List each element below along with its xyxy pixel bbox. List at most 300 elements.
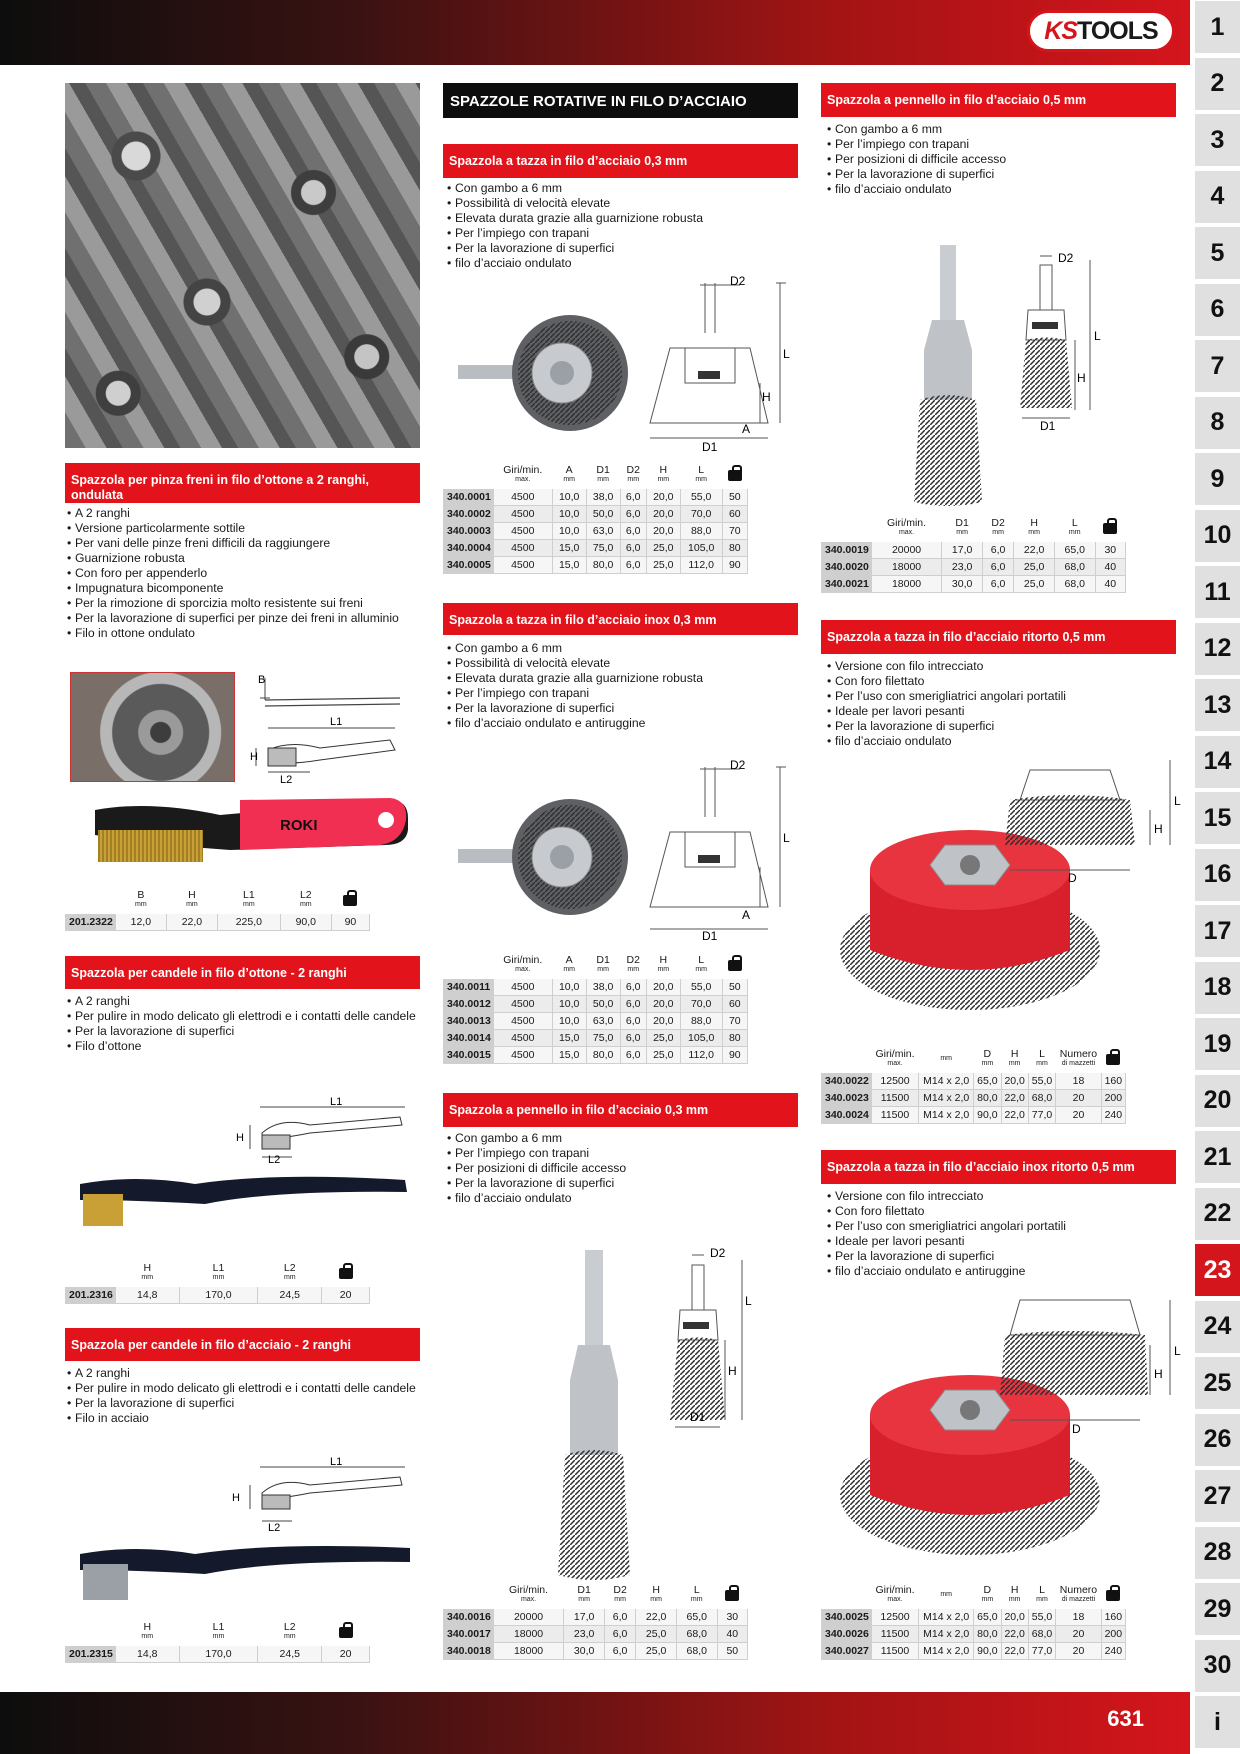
bullets-brake-brush xyxy=(67,506,422,641)
table-cell: 24,5 xyxy=(258,1287,322,1304)
bullet-item: • Ideale per lavori pesanti xyxy=(827,1234,1182,1249)
dim-l1-label: L1 xyxy=(330,1456,343,1468)
bullet-item: • Per la lavorazione di superfici xyxy=(67,1396,422,1411)
table-cell: 6,0 xyxy=(982,559,1013,576)
dim-l2-label: L2 xyxy=(268,1154,281,1166)
column-header-unit: max. xyxy=(515,476,531,483)
column-header-unit: mm xyxy=(1068,529,1081,536)
bullet-item: • filo d’acciaio ondulato xyxy=(827,182,1182,197)
table-row xyxy=(822,542,1176,559)
chapter-tab-17[interactable]: 17 xyxy=(1195,905,1240,957)
column-header xyxy=(564,1581,605,1609)
chapter-tab-9[interactable]: 9 xyxy=(1195,453,1240,505)
table-cell: 40 xyxy=(1095,576,1125,593)
column-header-unit: mm xyxy=(1028,529,1040,536)
column-header-unit: mm xyxy=(283,1633,296,1640)
column-header xyxy=(871,514,941,542)
dim-l-label: L xyxy=(1094,329,1101,343)
table-cell: 160 xyxy=(1101,1073,1125,1090)
spark-brass-product xyxy=(75,1170,410,1230)
dim-l-label: L xyxy=(783,831,790,845)
bullet-item: • Per pulire in modo delicato gli elettrodi e i contatti delle candele xyxy=(67,1009,422,1024)
column-header-name: Giri/min. xyxy=(875,1048,915,1060)
column-header-unit: max. xyxy=(898,529,915,536)
column-header-unit: mm xyxy=(657,476,670,483)
chapter-tab-20[interactable]: 20 xyxy=(1195,1075,1240,1127)
bullet-item: • filo d’acciaio ondulato xyxy=(447,1191,802,1206)
bullets-knot-05 xyxy=(827,659,1182,749)
column-header xyxy=(258,1618,322,1646)
article-code[interactable]: 340.0017 xyxy=(444,1626,494,1643)
table-cell: 18000 xyxy=(493,1643,563,1660)
column-header-name: Numero xyxy=(1059,1048,1098,1060)
weight-icon xyxy=(725,1585,739,1601)
column-header-unit: mm xyxy=(614,1596,626,1603)
header-bar xyxy=(0,0,1190,65)
chapter-tab-1[interactable]: 1 xyxy=(1195,1,1240,53)
table-cell: 80,0 xyxy=(974,1626,1001,1643)
column-header-name: L2 xyxy=(283,1262,296,1274)
dim-l2-label: L2 xyxy=(268,1522,281,1534)
column-header-unit: mm xyxy=(695,476,707,483)
chapter-tab-22[interactable]: 22 xyxy=(1195,1188,1240,1240)
bullet-item: • Versione particolarmente sottile xyxy=(67,521,422,536)
chapter-tab-26[interactable]: 26 xyxy=(1195,1414,1240,1466)
weight-column-header xyxy=(322,1618,370,1646)
column-header-unit: mm xyxy=(1008,1596,1021,1603)
column-header xyxy=(179,1618,258,1646)
bullet-item: • Per la lavorazione di superfici xyxy=(827,167,1182,182)
dim-l-label: L xyxy=(745,1294,752,1308)
article-code[interactable]: 340.0021 xyxy=(822,576,872,593)
dim-a-label: A xyxy=(742,908,751,922)
table-cell: 6,0 xyxy=(604,1643,635,1660)
table-cell: 12500 xyxy=(871,1609,918,1626)
chapter-tab-14[interactable]: 14 xyxy=(1195,736,1240,788)
table-cell: 6,0 xyxy=(620,506,646,523)
table-cell: 77,0 xyxy=(1028,1107,1055,1124)
column-header-unit: mm xyxy=(627,476,640,483)
table-row xyxy=(66,1646,420,1663)
table-cell: 10,0 xyxy=(552,506,586,523)
bullet-item: • Per la lavorazione di superfici xyxy=(447,1176,802,1191)
column-header-unit: di mazzetti xyxy=(1061,1060,1096,1067)
article-code[interactable]: 340.0027 xyxy=(822,1643,872,1660)
table-cell: 112,0 xyxy=(680,1047,722,1064)
chapter-tab-8[interactable]: 8 xyxy=(1195,397,1240,449)
chapter-tab-7[interactable]: 7 xyxy=(1195,340,1240,392)
table-cell: 6,0 xyxy=(620,1047,646,1064)
table-cell: 170,0 xyxy=(179,1646,258,1663)
table-row xyxy=(444,540,798,557)
column-header-unit: mm xyxy=(597,966,609,973)
table-spark-brass xyxy=(65,1258,420,1304)
table-cell: 60 xyxy=(722,506,747,523)
column-header xyxy=(871,1045,918,1073)
pencil-brush-05-illustration xyxy=(900,240,1120,505)
table-cell: 4500 xyxy=(493,557,552,574)
table-brake-brush xyxy=(65,885,420,931)
article-code[interactable]: 340.0025 xyxy=(822,1609,872,1626)
table-cell: 225,0 xyxy=(217,914,280,931)
table-cell: 90 xyxy=(722,557,747,574)
table-cell: 18 xyxy=(1056,1073,1102,1090)
bullet-item: • Per posizioni di difficile accesso xyxy=(827,152,1182,167)
article-code[interactable]: 340.0014 xyxy=(444,1030,494,1047)
table-cell: 6,0 xyxy=(620,1013,646,1030)
column-header-unit: max. xyxy=(520,1596,537,1603)
chapter-tab-30[interactable]: 30 xyxy=(1195,1640,1240,1692)
article-code[interactable]: 340.0003 xyxy=(444,523,494,540)
weight-icon xyxy=(1106,1049,1120,1065)
table-cell: 20 xyxy=(322,1287,370,1304)
column-header-unit: mm xyxy=(627,966,640,973)
column-header-unit: mm xyxy=(650,1596,662,1603)
article-code[interactable]: 340.0012 xyxy=(444,996,494,1013)
column-header-name: H xyxy=(659,954,668,966)
cup-brush-inox-03-illustration xyxy=(450,757,800,942)
chapter-tab-4[interactable]: 4 xyxy=(1195,171,1240,223)
table-cup-03 xyxy=(443,460,798,574)
table-knot-inox-05 xyxy=(821,1580,1176,1660)
section-title-cup-inox-03: Spazzola a tazza in filo d’acciaio inox 0,3 mm xyxy=(443,603,798,635)
table-cell: 10,0 xyxy=(552,523,586,540)
column-header-unit: mm xyxy=(1036,1060,1048,1067)
table-cell: 20000 xyxy=(871,542,941,559)
article-code[interactable]: 340.0002 xyxy=(444,506,494,523)
table-cell: 4500 xyxy=(493,1030,552,1047)
dim-d2-label: D2 xyxy=(730,758,746,772)
chapter-tab-24[interactable]: 24 xyxy=(1195,1301,1240,1353)
column-header xyxy=(1056,1045,1102,1073)
table-row xyxy=(444,979,798,996)
dim-h-label: H xyxy=(250,751,258,763)
table-cell: 22,0 xyxy=(1001,1643,1028,1660)
table-cell: 15,0 xyxy=(552,1047,586,1064)
bullet-item: • Per la lavorazione di superfici xyxy=(67,1024,422,1039)
column-header-name: D1 xyxy=(596,954,610,966)
column-header xyxy=(604,1581,635,1609)
table-cell: 18000 xyxy=(493,1626,563,1643)
table-cell: 240 xyxy=(1101,1107,1125,1124)
bullets-spark-brass xyxy=(67,994,422,1054)
table-cell: 30,0 xyxy=(564,1643,605,1660)
table-cell: 4500 xyxy=(493,1013,552,1030)
table-cell: 68,0 xyxy=(1028,1626,1055,1643)
chapter-tab-23[interactable]: 23 xyxy=(1195,1244,1240,1296)
table-cell: 90 xyxy=(722,1047,747,1064)
article-code[interactable]: 340.0011 xyxy=(444,979,494,996)
table-cell: 4500 xyxy=(493,979,552,996)
weight-icon xyxy=(1103,518,1117,534)
section-title-pencil-03: Spazzola a pennello in filo d’acciaio 0,3 mm xyxy=(443,1093,798,1127)
chapter-tab-10[interactable]: 10 xyxy=(1195,510,1240,562)
column-header xyxy=(217,886,280,914)
table-cell: 25,0 xyxy=(646,1030,680,1047)
column-header xyxy=(493,1581,563,1609)
table-cell: 15,0 xyxy=(552,557,586,574)
column-header-name: L2 xyxy=(283,1621,296,1633)
table-cell: 68,0 xyxy=(676,1626,717,1643)
table-cell: 20,0 xyxy=(646,996,680,1013)
column-header-unit: mm xyxy=(578,1596,590,1603)
table-cell: 70,0 xyxy=(680,506,722,523)
table-row xyxy=(444,506,798,523)
dim-h-label: H xyxy=(1077,371,1086,385)
article-code[interactable]: 340.0001 xyxy=(444,489,494,506)
column-header-name: D1 xyxy=(955,517,969,529)
article-code[interactable]: 201.2322 xyxy=(66,914,116,931)
bullet-item: • A 2 ranghi xyxy=(67,506,422,521)
table-cell: 23,0 xyxy=(942,559,983,576)
table-cell: 4500 xyxy=(493,506,552,523)
table-cell: 90 xyxy=(331,914,369,931)
column-header-unit: max. xyxy=(515,966,531,973)
table-cell: 25,0 xyxy=(646,540,680,557)
table-cell: 20 xyxy=(1056,1090,1102,1107)
column-header-name: H xyxy=(659,464,668,476)
column-header-name: A xyxy=(565,464,573,476)
bullet-item: • Filo in acciaio xyxy=(67,1411,422,1426)
column-header-name: Giri/min. xyxy=(508,1584,549,1596)
column-header xyxy=(166,886,217,914)
article-code[interactable]: 340.0026 xyxy=(822,1626,872,1643)
table-cell: M14 x 2,0 xyxy=(919,1090,974,1107)
dim-l1-label: L1 xyxy=(330,716,343,728)
chapter-tab-29[interactable]: 29 xyxy=(1195,1583,1240,1635)
table-cell: 68,0 xyxy=(676,1643,717,1660)
table-cell: 50 xyxy=(722,489,747,506)
column-header-unit: mm xyxy=(1036,1596,1048,1603)
chapter-tab-18[interactable]: 18 xyxy=(1195,962,1240,1014)
chapter-tab-13[interactable]: 13 xyxy=(1195,679,1240,731)
column-header xyxy=(115,886,166,914)
bullet-item: • Ideale per lavori pesanti xyxy=(827,704,1182,719)
table-cell: 10,0 xyxy=(552,1013,586,1030)
bullet-item: • Per l’impiego con trapani xyxy=(447,686,802,701)
table-cell: M14 x 2,0 xyxy=(919,1626,974,1643)
column-header-name: D1 xyxy=(577,1584,591,1596)
article-code[interactable]: 340.0004 xyxy=(444,540,494,557)
logo-ks: KS xyxy=(1044,16,1078,45)
article-code[interactable]: 340.0020 xyxy=(822,559,872,576)
dim-d-label: D xyxy=(1072,1422,1081,1436)
chapter-tab-6[interactable]: 6 xyxy=(1195,284,1240,336)
bullet-item: • Con foro filettato xyxy=(827,674,1182,689)
column-header-name: A xyxy=(565,954,573,966)
column-header xyxy=(179,1259,258,1287)
table-cell: 40 xyxy=(1095,559,1125,576)
table-cell: 55,0 xyxy=(680,979,722,996)
bullet-item: • Per la lavorazione di superfici xyxy=(447,241,802,256)
bullet-item: • Con foro filettato xyxy=(827,1204,1182,1219)
table-cell: 20 xyxy=(1056,1626,1102,1643)
column-header-unit: mm xyxy=(186,901,198,908)
table-cell: 25,0 xyxy=(636,1626,677,1643)
column-header-name: L1 xyxy=(212,1262,225,1274)
bullets-knot-inox-05 xyxy=(827,1189,1182,1279)
bullet-item: • Per l’uso con smerigliatrici angolari portatili xyxy=(827,689,1182,704)
table-cell: 4500 xyxy=(493,996,552,1013)
table-cell: 70 xyxy=(722,523,747,540)
table-cell: 6,0 xyxy=(982,542,1013,559)
chapter-tab-5[interactable]: 5 xyxy=(1195,227,1240,279)
article-code[interactable]: 340.0018 xyxy=(444,1643,494,1660)
table-cell: 20,0 xyxy=(1001,1073,1028,1090)
table-cell: 80,0 xyxy=(586,557,620,574)
table-row xyxy=(822,576,1176,593)
table-row xyxy=(444,1626,798,1643)
article-code[interactable]: 201.2316 xyxy=(66,1287,116,1304)
dim-d1-label: D1 xyxy=(690,1410,706,1424)
bullet-item: • Possibilità di velocità elevate xyxy=(447,656,802,671)
table-cell: 40 xyxy=(717,1626,747,1643)
table-cell: 25,0 xyxy=(646,557,680,574)
sockets-photo xyxy=(65,83,420,448)
column-header-unit: max. xyxy=(887,1596,903,1603)
article-code[interactable]: 340.0023 xyxy=(822,1090,872,1107)
table-pencil-05 xyxy=(821,513,1176,593)
column-header-name: H xyxy=(188,889,196,901)
column-header xyxy=(115,1618,179,1646)
bullet-item: • Per vani delle pinze freni difficili da raggiungere xyxy=(67,536,422,551)
column-header-name: L xyxy=(698,464,705,476)
bullet-item: • Con gambo a 6 mm xyxy=(447,641,802,656)
chapter-tab-25[interactable]: 25 xyxy=(1195,1357,1240,1409)
chapter-tab-3[interactable]: 3 xyxy=(1195,114,1240,166)
table-cell: 75,0 xyxy=(586,540,620,557)
article-code[interactable]: 340.0024 xyxy=(822,1107,872,1124)
chapter-tab-2[interactable]: 2 xyxy=(1195,58,1240,110)
chapter-tab-16[interactable]: 16 xyxy=(1195,849,1240,901)
bullet-item: • Filo in ottone ondulato xyxy=(67,626,422,641)
table-cell: 65,0 xyxy=(676,1609,717,1626)
footer-bar xyxy=(0,1692,1190,1754)
table-cell: 6,0 xyxy=(604,1609,635,1626)
dim-d2-label: D2 xyxy=(1058,251,1074,265)
roki-label: ROKI xyxy=(280,817,318,834)
column-header-name: L xyxy=(1039,1584,1045,1596)
column-header-name: H xyxy=(1010,1048,1019,1060)
article-code[interactable]: 340.0005 xyxy=(444,557,494,574)
table-cell: M14 x 2,0 xyxy=(919,1643,974,1660)
table-cell: 20,0 xyxy=(646,1013,680,1030)
weight-column-header xyxy=(322,1259,370,1287)
table-cell: 12500 xyxy=(871,1073,918,1090)
table-cell: 105,0 xyxy=(680,1030,722,1047)
table-cell: 50,0 xyxy=(586,506,620,523)
section-title-brake-brush: Spazzola per pinza freni in filo d’ottone a 2 ranghi, ondulata xyxy=(65,463,420,503)
table-cell: 14,8 xyxy=(115,1287,179,1304)
column-header xyxy=(1056,1581,1102,1609)
table-cell: 6,0 xyxy=(604,1626,635,1643)
dim-d-label: D xyxy=(1068,871,1077,885)
column-header-unit: mm xyxy=(299,901,312,908)
bullet-item: • filo d’acciaio ondulato e antiruggine xyxy=(827,1264,1182,1279)
column-header-unit: mm xyxy=(690,1596,703,1603)
column-header xyxy=(636,1581,677,1609)
column-header-name: L xyxy=(1071,517,1078,529)
chapter-tab-i[interactable]: i xyxy=(1195,1696,1240,1748)
table-cell: 30 xyxy=(1095,542,1125,559)
article-code[interactable]: 340.0019 xyxy=(822,542,872,559)
table-cell: M14 x 2,0 xyxy=(919,1609,974,1626)
chapter-tabs xyxy=(1195,0,1240,1754)
table-cell: 20 xyxy=(322,1646,370,1663)
table-row xyxy=(822,1643,1176,1660)
column-header-name: D xyxy=(983,1584,992,1596)
table-cell: 70 xyxy=(722,1013,747,1030)
table-cell: 20,0 xyxy=(646,523,680,540)
table-cell: 6,0 xyxy=(620,996,646,1013)
dim-l-label: L xyxy=(1174,794,1181,808)
bullet-item: • Per l’uso con smerigliatrici angolari portatili xyxy=(827,1219,1182,1234)
table-row xyxy=(822,1090,1176,1107)
table-cell: 65,0 xyxy=(1054,542,1095,559)
chapter-tab-11[interactable]: 11 xyxy=(1195,566,1240,618)
chapter-tab-21[interactable]: 21 xyxy=(1195,1131,1240,1183)
weight-icon xyxy=(1106,1585,1120,1601)
column-header xyxy=(1028,1581,1055,1609)
table-cell: 30 xyxy=(717,1609,747,1626)
section-title-pencil-05: Spazzola a pennello in filo d’acciaio 0,5 mm xyxy=(821,83,1176,117)
table-row xyxy=(444,1030,798,1047)
article-code[interactable]: 340.0016 xyxy=(444,1609,494,1626)
column-header xyxy=(1028,1045,1055,1073)
table-cell: 20 xyxy=(1056,1643,1102,1660)
article-code[interactable]: 340.0022 xyxy=(822,1073,872,1090)
table-row xyxy=(822,1626,1176,1643)
chapter-tab-12[interactable]: 12 xyxy=(1195,623,1240,675)
column-header xyxy=(586,461,620,489)
chapter-tab-19[interactable]: 19 xyxy=(1195,1018,1240,1070)
column-header-name: L1 xyxy=(212,1621,225,1633)
bullet-item: • Per l’impiego con trapani xyxy=(827,137,1182,152)
bullet-item: • Per la rimozione di sporcizia molto resistente sui freni xyxy=(67,596,422,611)
table-row xyxy=(444,489,798,506)
chapter-tab-27[interactable]: 27 xyxy=(1195,1470,1240,1522)
column-header xyxy=(620,461,646,489)
table-cell: 4500 xyxy=(493,1047,552,1064)
ks-tools-logo[interactable] xyxy=(1027,10,1175,52)
table-cell: 20,0 xyxy=(646,506,680,523)
article-code[interactable]: 201.2315 xyxy=(66,1646,116,1663)
table-cell: 6,0 xyxy=(982,576,1013,593)
column-header xyxy=(552,951,586,979)
cup-brush-03-illustration xyxy=(450,273,800,453)
table-cell: 15,0 xyxy=(552,540,586,557)
spark-steel-product xyxy=(75,1540,410,1610)
column-header-unit: mm xyxy=(981,1060,994,1067)
table-row xyxy=(822,559,1176,576)
section-title-spark-steel: Spazzola per candele in filo d’acciaio - 2 ranghi xyxy=(65,1328,420,1361)
article-code[interactable]: 340.0013 xyxy=(444,1013,494,1030)
column-header xyxy=(974,1581,1001,1609)
dim-d2-label: D2 xyxy=(730,274,746,288)
column-header-unit: mm xyxy=(135,901,147,908)
column-header xyxy=(871,1581,918,1609)
main-title: SPAZZOLE ROTATIVE IN FILO D’ACCIAIO xyxy=(443,83,798,118)
bullet-item: • Con gambo a 6 mm xyxy=(827,122,1182,137)
bullet-item: • Con gambo a 6 mm xyxy=(447,181,802,196)
column-header xyxy=(680,951,722,979)
chapter-tab-28[interactable]: 28 xyxy=(1195,1527,1240,1579)
column-header xyxy=(919,1581,974,1609)
article-code[interactable]: 340.0015 xyxy=(444,1047,494,1064)
column-header-name: L xyxy=(693,1584,700,1596)
chapter-tab-15[interactable]: 15 xyxy=(1195,792,1240,844)
table-row xyxy=(822,1073,1176,1090)
